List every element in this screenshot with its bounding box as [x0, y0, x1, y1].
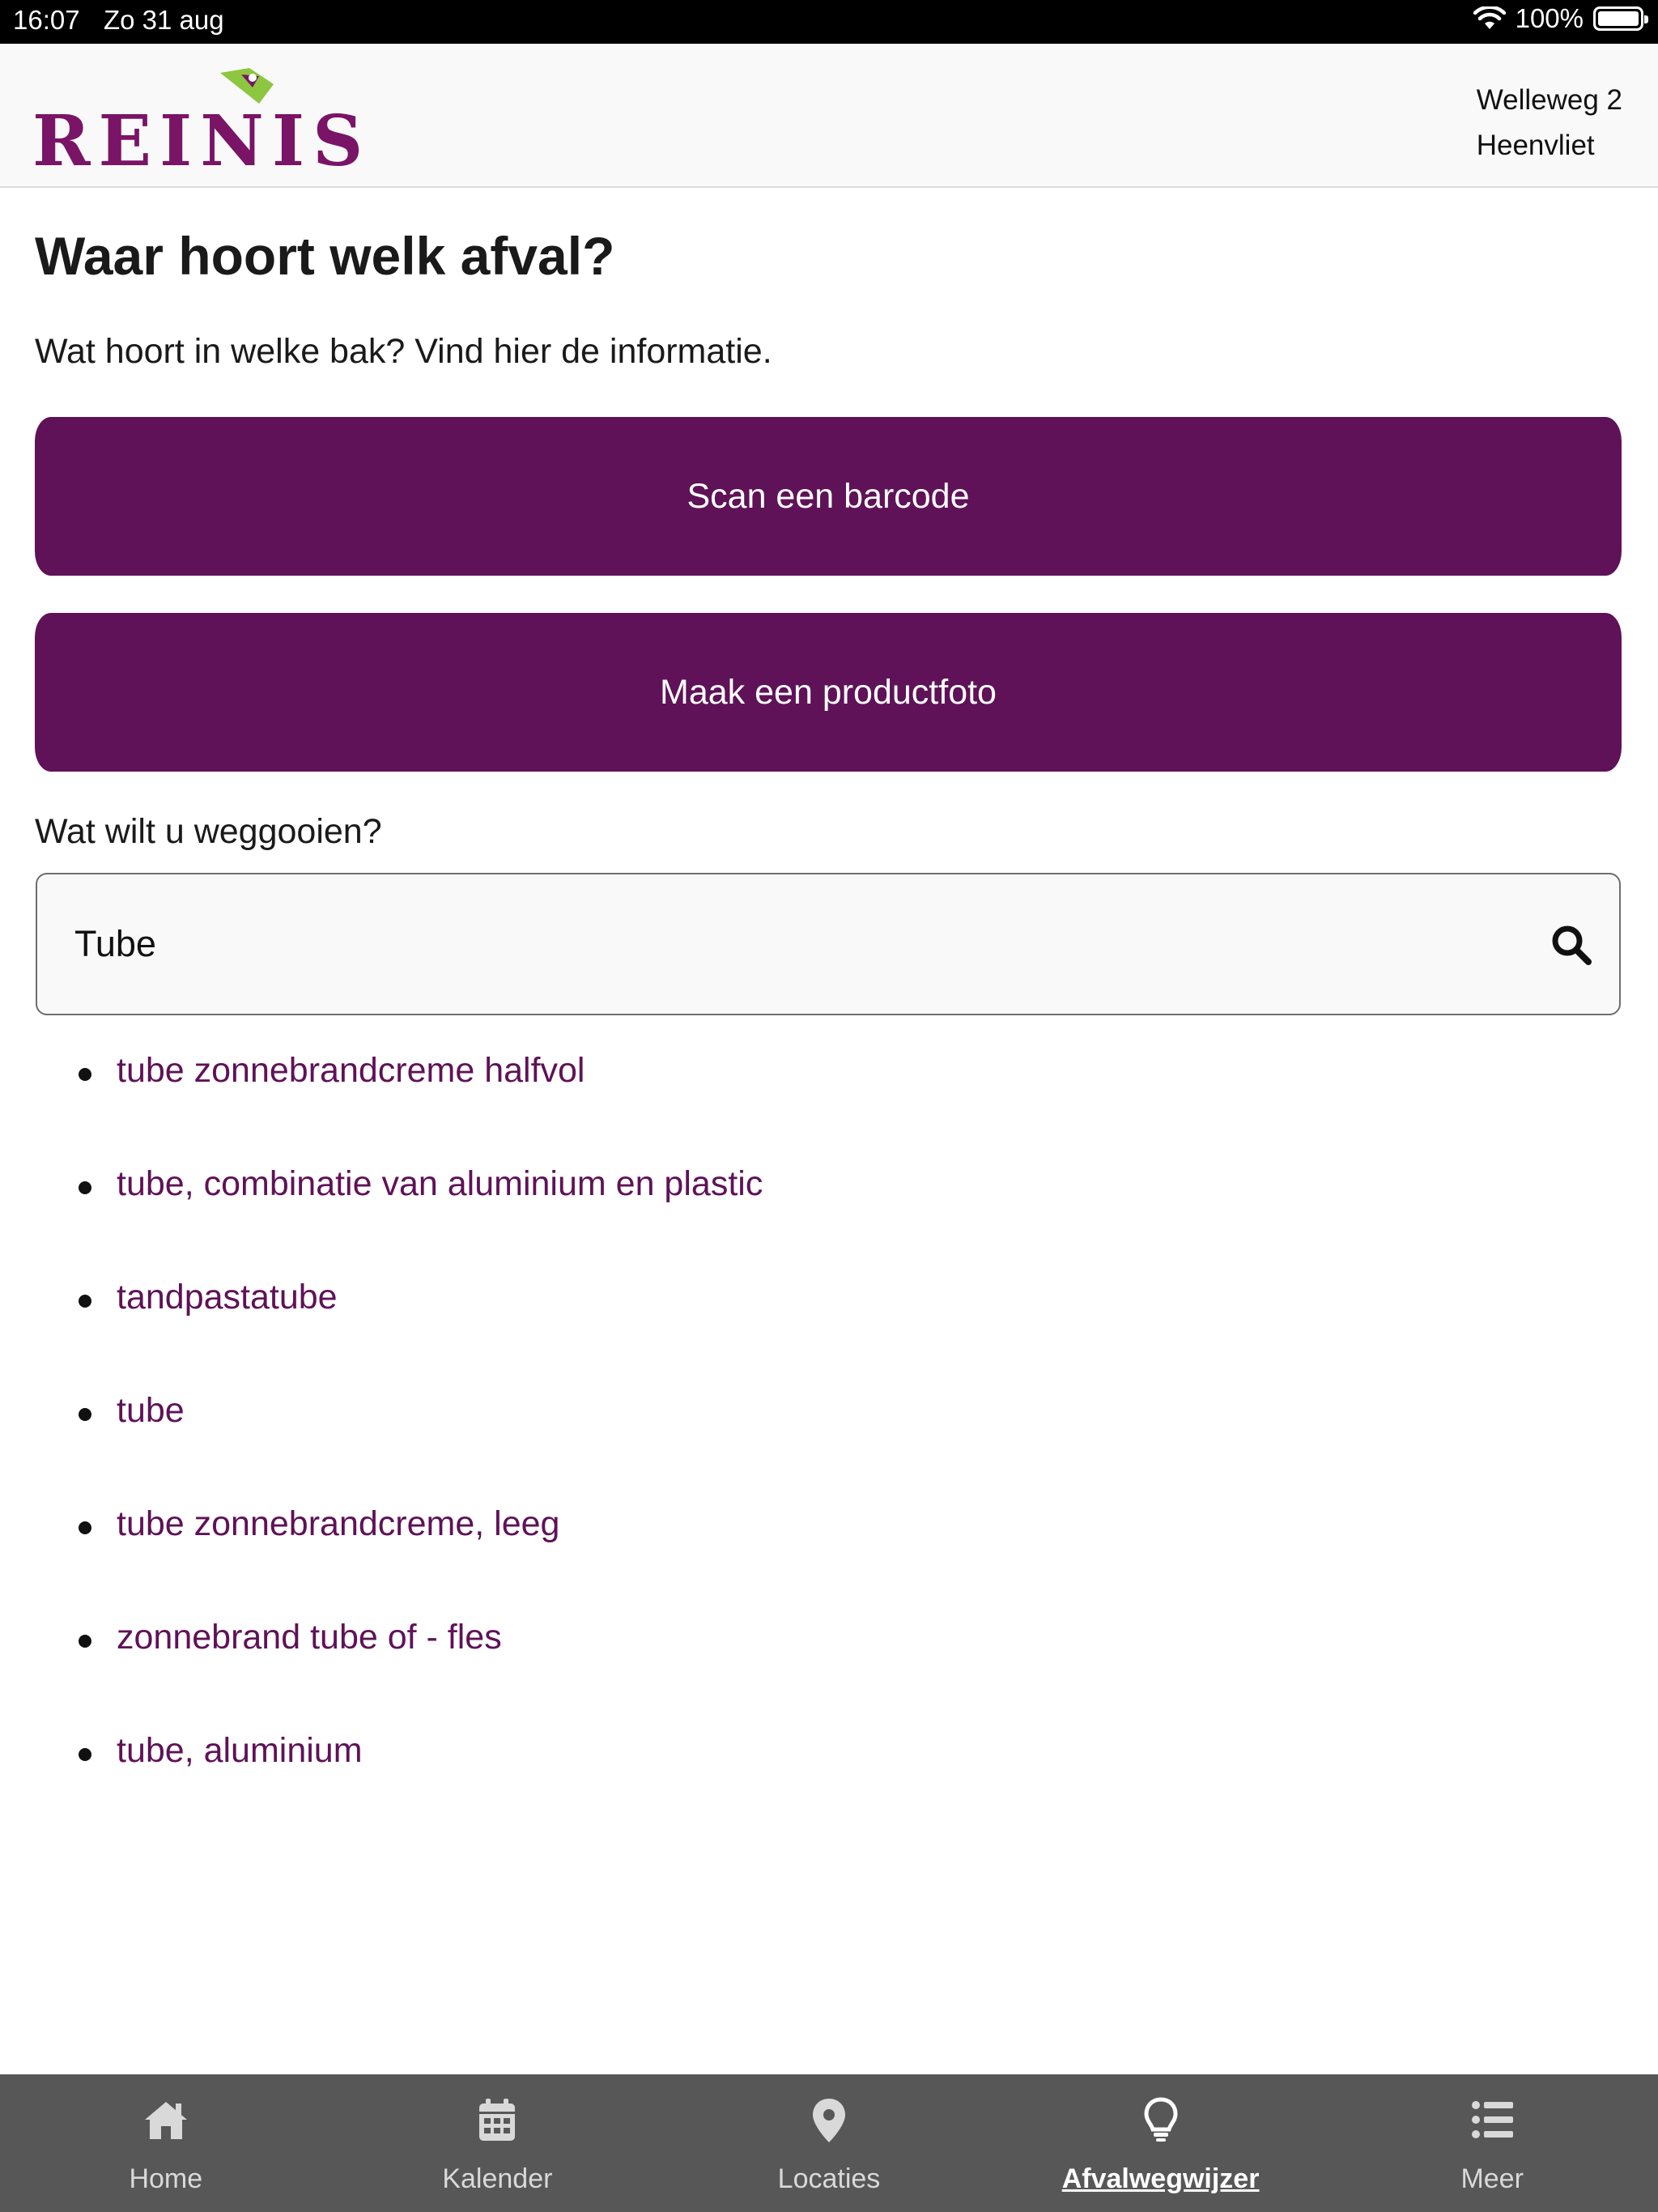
scan-barcode-button[interactable]: Scan een barcode [35, 417, 1622, 576]
address-block[interactable] [1477, 78, 1622, 168]
result-link[interactable]: tube [117, 1391, 185, 1430]
product-photo-button[interactable]: Maak een productfoto [35, 613, 1622, 772]
tab-kalender[interactable] [332, 2074, 664, 2212]
bottom-tab-bar [0, 2074, 1658, 2212]
bullet [79, 1521, 91, 1534]
list-icon [1468, 2095, 1516, 2144]
tab-meer[interactable] [1326, 2074, 1658, 2212]
reinis-logo[interactable] [32, 66, 372, 182]
bullet [79, 1068, 91, 1081]
result-link[interactable]: tube zonnebrandcreme, leeg [117, 1504, 560, 1543]
tab-label: Locaties [777, 2163, 881, 2194]
app-header [0, 44, 1658, 188]
search-icon[interactable] [1548, 921, 1596, 970]
search-results-list [36, 1027, 1574, 1820]
list-item [36, 1140, 1574, 1253]
bullet [79, 1635, 91, 1648]
status-date: Zo 31 aug [104, 5, 224, 35]
intro-text: Wat hoort in welke bak? Vind hier de informatie. [35, 332, 772, 371]
bullet [79, 1748, 91, 1761]
status-bar [0, 0, 1658, 44]
tab-afvalwegwijzer[interactable] [995, 2074, 1327, 2212]
tab-label: Kalender [442, 2163, 553, 2194]
result-link[interactable]: zonnebrand tube of - fles [117, 1618, 502, 1657]
wifi-icon [1473, 6, 1506, 31]
result-link[interactable]: tube, combinatie van aluminium en plastic [117, 1164, 763, 1203]
search-input[interactable] [73, 907, 1533, 981]
result-link[interactable]: tube zonnebrandcreme halfvol [117, 1051, 585, 1090]
list-item [36, 1027, 1574, 1140]
search-box[interactable] [36, 873, 1621, 1015]
status-time: 16:07 [13, 5, 80, 35]
list-item [36, 1480, 1574, 1593]
logo-text: REINIS [32, 100, 372, 182]
page-title: Waar hoort welk afval? [35, 226, 615, 286]
home-icon [142, 2095, 190, 2144]
battery-icon [1593, 6, 1643, 31]
result-link[interactable]: tandpastatube [117, 1278, 338, 1317]
bullet [79, 1295, 91, 1308]
tab-home[interactable] [0, 2074, 332, 2212]
tab-label: Home [129, 2163, 203, 2194]
address-street: Welleweg 2 [1476, 84, 1622, 116]
list-item [36, 1367, 1574, 1480]
result-link[interactable]: tube, aluminium [117, 1731, 363, 1770]
list-item [36, 1593, 1574, 1707]
calendar-icon [473, 2095, 521, 2144]
tab-label: Afvalwegwijzer [1061, 2163, 1260, 2194]
lightbulb-icon [1137, 2095, 1185, 2144]
status-right [1473, 3, 1643, 34]
tab-locaties[interactable] [663, 2074, 995, 2212]
location-pin-icon [805, 2095, 853, 2144]
list-item [36, 1707, 1574, 1820]
bullet [79, 1408, 91, 1421]
list-item [36, 1253, 1574, 1367]
tab-label: Meer [1460, 2163, 1524, 2194]
search-label: Wat wilt u weggooien? [35, 812, 382, 851]
bullet [79, 1181, 91, 1194]
battery-percentage: 100% [1515, 3, 1584, 33]
address-city: Heenvliet [1476, 130, 1595, 161]
